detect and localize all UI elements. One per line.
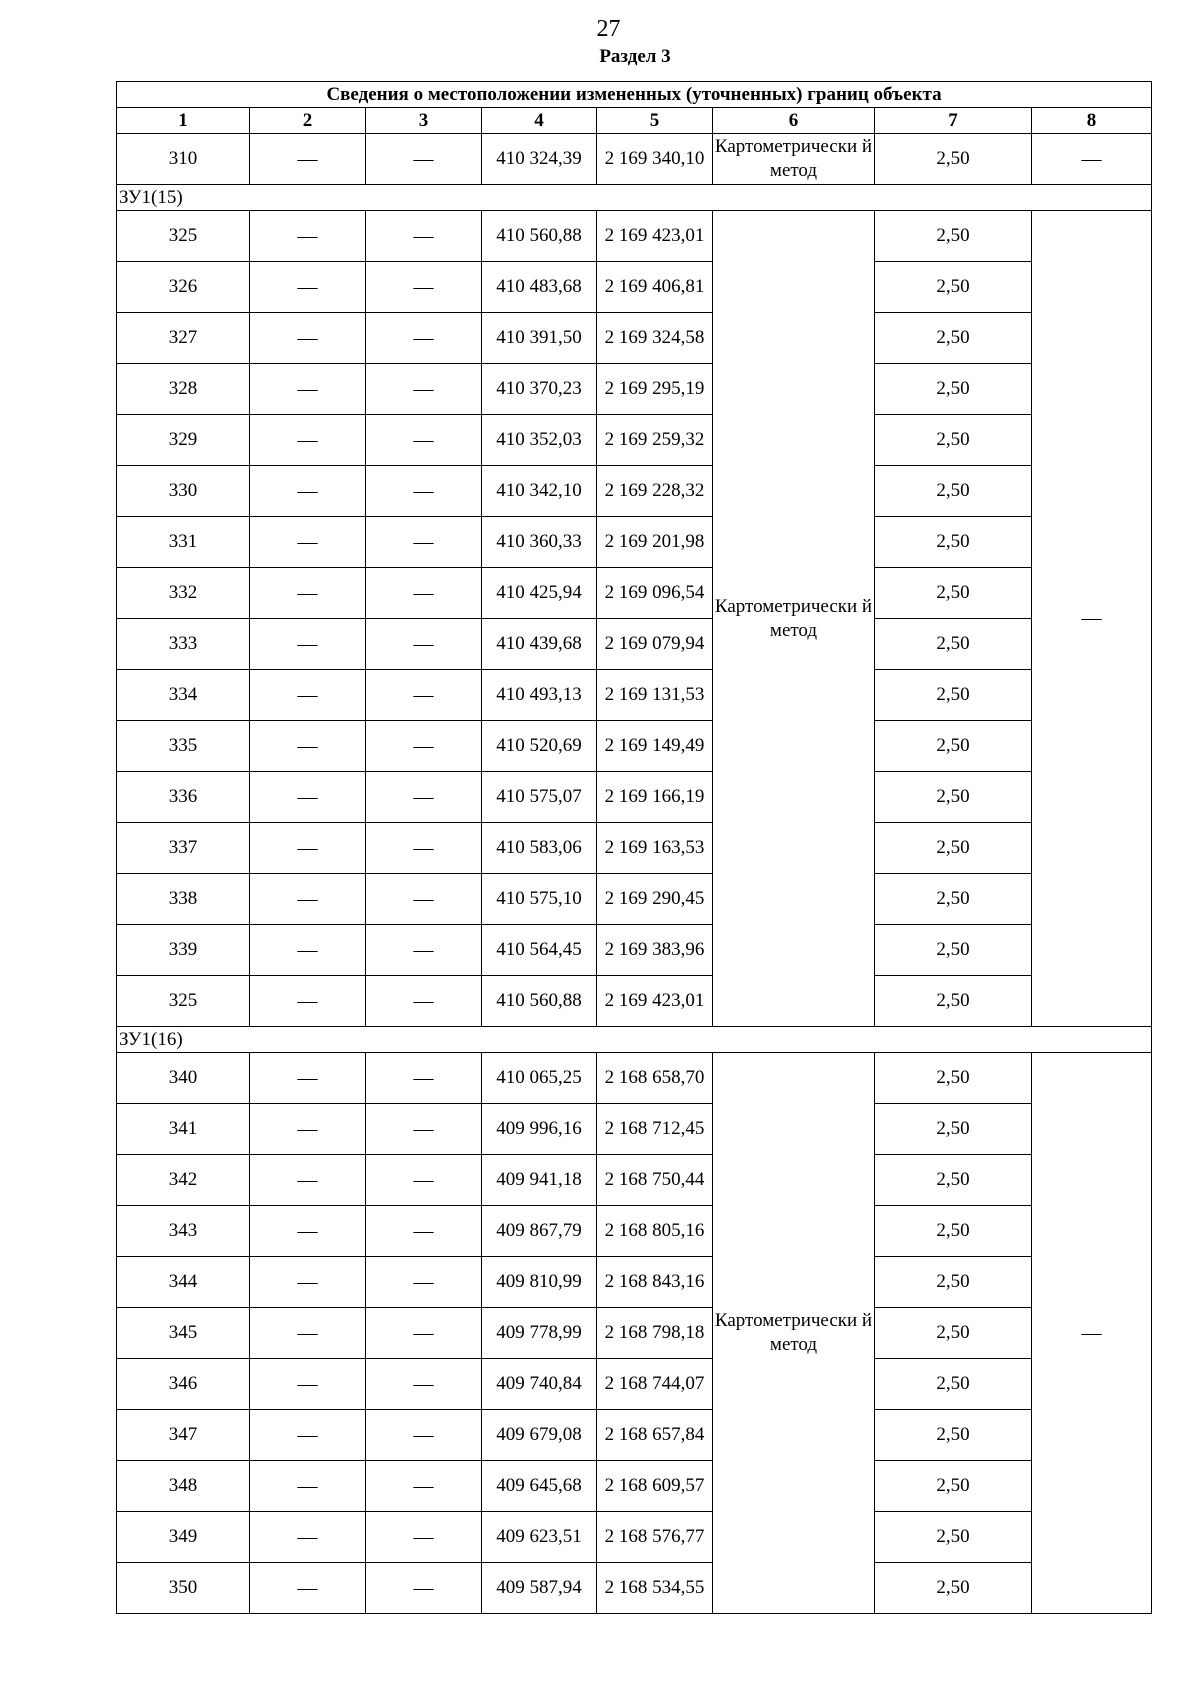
coordinate-x: 409 623,51 — [482, 1512, 597, 1563]
table-row — [117, 1359, 1152, 1410]
cell-dash: — — [366, 1512, 482, 1563]
column-number: 6 — [713, 108, 875, 134]
coordinate-y: 2 169 163,53 — [597, 823, 713, 874]
cell-dash: — — [366, 823, 482, 874]
cell-dash: — — [250, 211, 366, 262]
point-number: 344 — [117, 1257, 250, 1308]
cell-dash: — — [366, 211, 482, 262]
table-row — [117, 670, 1152, 721]
cell-dash: — — [366, 415, 482, 466]
cell-dash: — — [366, 466, 482, 517]
cell-dash: — — [1032, 211, 1152, 1027]
coordinate-y: 2 169 406,81 — [597, 262, 713, 313]
table-row — [117, 1257, 1152, 1308]
point-number: 325 — [117, 976, 250, 1027]
table-row — [117, 619, 1152, 670]
cell-dash: — — [366, 772, 482, 823]
cell-dash: — — [366, 134, 482, 185]
table-row — [117, 134, 1152, 185]
method-cell: Картометрически й метод — [713, 134, 875, 185]
table-row — [117, 772, 1152, 823]
cell-dash: — — [366, 262, 482, 313]
coordinate-y: 2 169 340,10 — [597, 134, 713, 185]
accuracy-cell: 2,50 — [875, 364, 1032, 415]
coordinate-x: 410 425,94 — [482, 568, 597, 619]
coordinate-y: 2 168 798,18 — [597, 1308, 713, 1359]
cell-dash: — — [250, 466, 366, 517]
column-number: 4 — [482, 108, 597, 134]
coordinate-x: 410 065,25 — [482, 1053, 597, 1104]
cell-dash: — — [366, 619, 482, 670]
cell-dash: — — [366, 1359, 482, 1410]
coordinate-x: 409 679,08 — [482, 1410, 597, 1461]
coordinate-y: 2 169 295,19 — [597, 364, 713, 415]
coordinate-x: 409 941,18 — [482, 1155, 597, 1206]
point-number: 328 — [117, 364, 250, 415]
column-number: 8 — [1032, 108, 1152, 134]
coordinate-y: 2 169 383,96 — [597, 925, 713, 976]
coordinate-x: 410 493,13 — [482, 670, 597, 721]
point-number: 339 — [117, 925, 250, 976]
coordinates-table — [116, 81, 1152, 1614]
point-number: 345 — [117, 1308, 250, 1359]
coordinate-y: 2 168 805,16 — [597, 1206, 713, 1257]
table-row — [117, 1053, 1152, 1104]
cell-dash: — — [366, 1155, 482, 1206]
cell-dash: — — [250, 976, 366, 1027]
coordinate-y: 2 169 096,54 — [597, 568, 713, 619]
accuracy-cell: 2,50 — [875, 1104, 1032, 1155]
coordinate-y: 2 169 290,45 — [597, 874, 713, 925]
cell-dash: — — [250, 134, 366, 185]
accuracy-cell: 2,50 — [875, 1410, 1032, 1461]
point-number: 331 — [117, 517, 250, 568]
cell-dash: — — [366, 1257, 482, 1308]
coordinate-y: 2 169 423,01 — [597, 211, 713, 262]
cell-dash: — — [250, 874, 366, 925]
table-row — [117, 1461, 1152, 1512]
cell-dash: — — [250, 619, 366, 670]
cell-dash: — — [366, 364, 482, 415]
cell-dash: — — [250, 1104, 366, 1155]
cell-dash: — — [1032, 134, 1152, 185]
accuracy-cell: 2,50 — [875, 1155, 1032, 1206]
coordinate-y: 2 168 712,45 — [597, 1104, 713, 1155]
group-row — [117, 1027, 1152, 1053]
accuracy-cell: 2,50 — [875, 517, 1032, 568]
accuracy-cell: 2,50 — [875, 1308, 1032, 1359]
point-number: 329 — [117, 415, 250, 466]
coordinate-x: 409 996,16 — [482, 1104, 597, 1155]
coordinate-x: 410 575,10 — [482, 874, 597, 925]
table-row — [117, 1563, 1152, 1614]
accuracy-cell: 2,50 — [875, 313, 1032, 364]
point-number: 330 — [117, 466, 250, 517]
table-row — [117, 721, 1152, 772]
table-row — [117, 1155, 1152, 1206]
cell-dash: — — [366, 1308, 482, 1359]
cell-dash: — — [366, 1053, 482, 1104]
point-number: 338 — [117, 874, 250, 925]
cell-dash: — — [366, 670, 482, 721]
table-row — [117, 823, 1152, 874]
coordinate-y: 2 168 744,07 — [597, 1359, 713, 1410]
table-row — [117, 568, 1152, 619]
cell-dash: — — [250, 364, 366, 415]
accuracy-cell: 2,50 — [875, 262, 1032, 313]
point-number: 310 — [117, 134, 250, 185]
coordinate-x: 410 575,07 — [482, 772, 597, 823]
table-row — [117, 211, 1152, 262]
table-row — [117, 1206, 1152, 1257]
column-number: 3 — [366, 108, 482, 134]
table-row — [117, 313, 1152, 364]
cell-dash: — — [250, 517, 366, 568]
coordinate-y: 2 169 324,58 — [597, 313, 713, 364]
table-row — [117, 1512, 1152, 1563]
point-number: 337 — [117, 823, 250, 874]
coordinate-y: 2 168 750,44 — [597, 1155, 713, 1206]
column-number: 1 — [117, 108, 250, 134]
coordinate-y: 2 169 228,32 — [597, 466, 713, 517]
coordinate-x: 410 439,68 — [482, 619, 597, 670]
coordinate-y: 2 168 657,84 — [597, 1410, 713, 1461]
point-number: 350 — [117, 1563, 250, 1614]
cell-dash: — — [250, 721, 366, 772]
column-number: 7 — [875, 108, 1032, 134]
accuracy-cell: 2,50 — [875, 466, 1032, 517]
point-number: 326 — [117, 262, 250, 313]
coordinate-x: 410 560,88 — [482, 211, 597, 262]
point-number: 333 — [117, 619, 250, 670]
table-row — [117, 517, 1152, 568]
cell-dash: — — [250, 1053, 366, 1104]
method-cell: Картометрически й метод — [713, 211, 875, 1027]
method-cell: Картометрически й метод — [713, 1053, 875, 1614]
cell-dash: — — [366, 874, 482, 925]
coordinate-x: 410 391,50 — [482, 313, 597, 364]
coordinate-y: 2 168 609,57 — [597, 1461, 713, 1512]
accuracy-cell: 2,50 — [875, 1563, 1032, 1614]
accuracy-cell: 2,50 — [875, 415, 1032, 466]
coordinate-y: 2 169 131,53 — [597, 670, 713, 721]
table-row — [117, 364, 1152, 415]
cell-dash: — — [366, 1563, 482, 1614]
column-number: 2 — [250, 108, 366, 134]
cell-dash: — — [250, 1410, 366, 1461]
point-number: 327 — [117, 313, 250, 364]
table-row — [117, 262, 1152, 313]
coordinate-x: 409 810,99 — [482, 1257, 597, 1308]
point-number: 335 — [117, 721, 250, 772]
group-label: ЗУ1(15) — [117, 185, 1152, 211]
table-row — [117, 1308, 1152, 1359]
coordinate-x: 410 324,39 — [482, 134, 597, 185]
accuracy-cell: 2,50 — [875, 568, 1032, 619]
table-row — [117, 1410, 1152, 1461]
cell-dash: — — [250, 1563, 366, 1614]
table-caption: Сведения о местоположении измененных (уточненных) границ объекта — [117, 82, 1152, 108]
accuracy-cell: 2,50 — [875, 1257, 1032, 1308]
point-number: 343 — [117, 1206, 250, 1257]
coordinate-y: 2 169 201,98 — [597, 517, 713, 568]
cell-dash: — — [250, 1257, 366, 1308]
coordinate-x: 410 360,33 — [482, 517, 597, 568]
accuracy-cell: 2,50 — [875, 134, 1032, 185]
cell-dash: — — [366, 1461, 482, 1512]
coordinate-x: 410 520,69 — [482, 721, 597, 772]
coordinate-x: 409 645,68 — [482, 1461, 597, 1512]
accuracy-cell: 2,50 — [875, 1053, 1032, 1104]
cell-dash: — — [250, 823, 366, 874]
point-number: 341 — [117, 1104, 250, 1155]
coordinate-y: 2 168 658,70 — [597, 1053, 713, 1104]
coordinate-y: 2 169 149,49 — [597, 721, 713, 772]
cell-dash: — — [366, 568, 482, 619]
coordinate-x: 410 564,45 — [482, 925, 597, 976]
accuracy-cell: 2,50 — [875, 619, 1032, 670]
point-number: 340 — [117, 1053, 250, 1104]
table-row — [117, 925, 1152, 976]
coordinate-x: 409 740,84 — [482, 1359, 597, 1410]
table-row — [117, 1104, 1152, 1155]
coordinate-y: 2 169 423,01 — [597, 976, 713, 1027]
coordinate-x: 410 560,88 — [482, 976, 597, 1027]
cell-dash: — — [250, 1512, 366, 1563]
coordinate-x: 409 587,94 — [482, 1563, 597, 1614]
point-number: 346 — [117, 1359, 250, 1410]
coordinate-y: 2 168 576,77 — [597, 1512, 713, 1563]
table-row — [117, 874, 1152, 925]
table-row — [117, 976, 1152, 1027]
coordinate-x: 410 583,06 — [482, 823, 597, 874]
point-number: 336 — [117, 772, 250, 823]
cell-dash: — — [366, 1104, 482, 1155]
coordinate-y: 2 168 843,16 — [597, 1257, 713, 1308]
coordinate-x: 409 778,99 — [482, 1308, 597, 1359]
accuracy-cell: 2,50 — [875, 976, 1032, 1027]
coordinate-x: 409 867,79 — [482, 1206, 597, 1257]
cell-dash: — — [250, 1155, 366, 1206]
accuracy-cell: 2,50 — [875, 925, 1032, 976]
cell-dash: — — [250, 313, 366, 364]
accuracy-cell: 2,50 — [875, 1461, 1032, 1512]
coordinate-x: 410 370,23 — [482, 364, 597, 415]
section-title: Раздел 3 — [599, 46, 671, 67]
point-number: 332 — [117, 568, 250, 619]
cell-dash: — — [366, 517, 482, 568]
point-number: 334 — [117, 670, 250, 721]
coordinate-x: 410 342,10 — [482, 466, 597, 517]
cell-dash: — — [250, 262, 366, 313]
cell-dash: — — [250, 415, 366, 466]
accuracy-cell: 2,50 — [875, 1206, 1032, 1257]
group-label: ЗУ1(16) — [117, 1027, 1152, 1053]
table-row — [117, 466, 1152, 517]
cell-dash: — — [250, 670, 366, 721]
cell-dash: — — [250, 1206, 366, 1257]
accuracy-cell: 2,50 — [875, 1512, 1032, 1563]
page-number: 27 — [596, 16, 621, 42]
cell-dash: — — [250, 568, 366, 619]
cell-dash: — — [366, 925, 482, 976]
column-number: 5 — [597, 108, 713, 134]
point-number: 325 — [117, 211, 250, 262]
table-body — [117, 134, 1152, 1614]
cell-dash: — — [1032, 1053, 1152, 1614]
cell-dash: — — [250, 772, 366, 823]
cell-dash: — — [250, 925, 366, 976]
cell-dash: — — [366, 976, 482, 1027]
cell-dash: — — [250, 1359, 366, 1410]
coordinate-x: 410 483,68 — [482, 262, 597, 313]
accuracy-cell: 2,50 — [875, 670, 1032, 721]
cell-dash: — — [250, 1308, 366, 1359]
accuracy-cell: 2,50 — [875, 823, 1032, 874]
point-number: 347 — [117, 1410, 250, 1461]
group-row — [117, 185, 1152, 211]
point-number: 348 — [117, 1461, 250, 1512]
point-number: 349 — [117, 1512, 250, 1563]
coordinate-y: 2 169 259,32 — [597, 415, 713, 466]
cell-dash: — — [366, 1206, 482, 1257]
coordinate-y: 2 168 534,55 — [597, 1563, 713, 1614]
accuracy-cell: 2,50 — [875, 721, 1032, 772]
cell-dash: — — [250, 1461, 366, 1512]
coordinate-x: 410 352,03 — [482, 415, 597, 466]
accuracy-cell: 2,50 — [875, 211, 1032, 262]
accuracy-cell: 2,50 — [875, 1359, 1032, 1410]
table-row — [117, 415, 1152, 466]
point-number: 342 — [117, 1155, 250, 1206]
cell-dash: — — [366, 1410, 482, 1461]
cell-dash: — — [366, 721, 482, 772]
accuracy-cell: 2,50 — [875, 772, 1032, 823]
accuracy-cell: 2,50 — [875, 874, 1032, 925]
cell-dash: — — [366, 313, 482, 364]
coordinate-y: 2 169 079,94 — [597, 619, 713, 670]
coordinate-y: 2 169 166,19 — [597, 772, 713, 823]
